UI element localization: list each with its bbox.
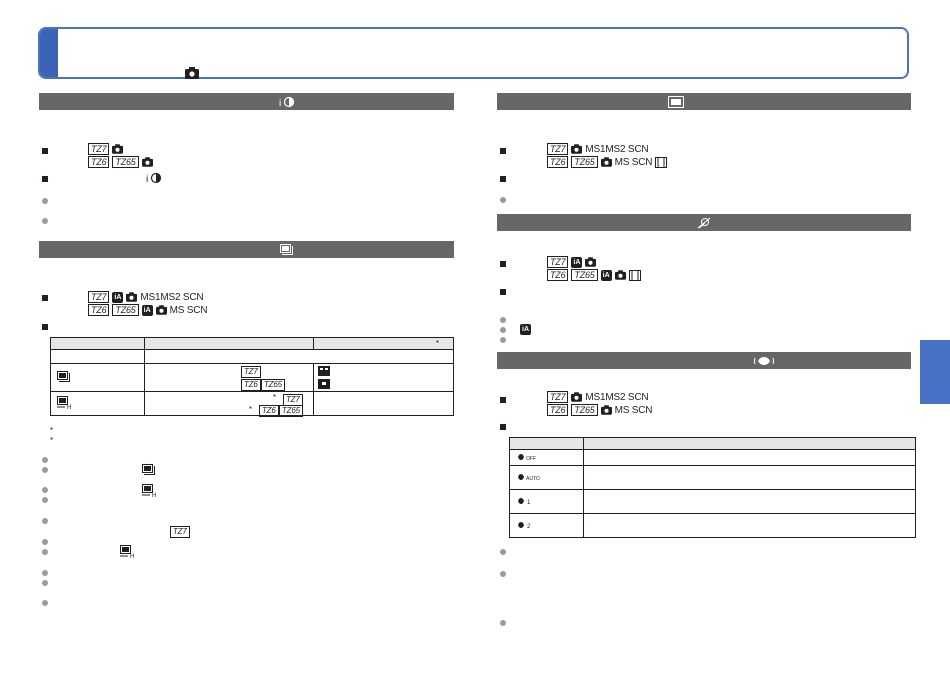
stabilizer-icon <box>754 355 774 367</box>
stabilizer-auto-icon: AUTO <box>516 472 540 482</box>
table-cell <box>145 392 314 416</box>
bullet-square <box>500 289 506 295</box>
stabilizer-table <box>509 437 916 538</box>
section-bar-burst <box>39 241 454 258</box>
model-tag: TZ65 <box>261 379 285 391</box>
bullet-square <box>500 424 506 430</box>
model-tag: TZ7 <box>283 394 303 406</box>
model-tag: TZ65 <box>279 405 303 417</box>
aspect-icon <box>668 96 684 108</box>
model-tag: TZ6 <box>547 404 568 416</box>
camera-icon <box>571 144 582 154</box>
burst-hispeed-icon <box>120 545 136 558</box>
bullet-dot <box>42 467 48 473</box>
bullet-dot <box>500 197 506 203</box>
mode-line-4 <box>88 304 207 316</box>
model-tag: TZ6 <box>241 379 261 391</box>
footnote-mark: * <box>50 436 54 445</box>
bullet-dot <box>500 549 506 555</box>
model-tag: TZ7 <box>88 291 109 303</box>
burst-hispeed-icon <box>57 396 73 409</box>
ia-icon: iA <box>573 258 581 266</box>
svg-text:H: H <box>130 554 135 558</box>
camera-icon <box>142 157 153 167</box>
model-tag: TZ7 <box>241 366 261 378</box>
model-tag: TZ6 <box>547 269 568 281</box>
model-tag: TZ6 <box>88 304 109 316</box>
mode-line-10 <box>547 404 652 416</box>
table-cell <box>584 490 916 514</box>
i-dynamic-icon <box>279 96 295 108</box>
section-bar-aspect <box>497 93 911 110</box>
bullet-dot <box>500 327 506 333</box>
ia-icon: iA <box>602 271 610 279</box>
asterisk: * <box>273 393 277 402</box>
mode-labels: MS1MS2 SCN <box>585 391 649 403</box>
stabilizer-mode1-icon: 1 <box>516 496 530 506</box>
table-header-cell <box>51 338 145 350</box>
bullet-square <box>500 397 506 403</box>
section-bar-stabilizer <box>497 352 911 369</box>
camera-icon <box>112 144 123 154</box>
svg-text:H: H <box>152 493 157 497</box>
chapter-tab <box>920 340 950 404</box>
mode-labels: MS SCN <box>169 304 208 316</box>
model-tag: TZ7 <box>547 256 568 268</box>
mode-labels: MS SCN <box>614 404 653 416</box>
footnote-mark: * <box>50 426 54 435</box>
svg-text:i: i <box>278 97 281 108</box>
burst-table <box>50 337 454 416</box>
model-tag: TZ65 <box>112 304 138 316</box>
camera-icon <box>571 392 582 402</box>
camera-icon <box>601 157 612 167</box>
burst-hispeed-icon <box>142 484 158 497</box>
table-header-cell <box>145 338 314 350</box>
table-cell <box>584 450 916 466</box>
stabilizer-off-icon: OFF <box>516 452 536 462</box>
table-cell <box>510 490 584 514</box>
page-header <box>38 27 909 79</box>
mode-line-1 <box>88 143 123 155</box>
table-cell <box>51 392 145 416</box>
stabilizer-mode2-icon: 2 <box>516 520 530 530</box>
ia-icon: iA <box>114 293 122 301</box>
bullet-dot <box>500 317 506 323</box>
bullet-dot <box>500 337 506 343</box>
model-tag: TZ65 <box>112 156 138 168</box>
table-cell <box>510 514 584 538</box>
model-tag: TZ65 <box>571 156 597 168</box>
mode-line-6 <box>547 156 667 168</box>
table-cell <box>51 350 145 364</box>
table-header-cell <box>510 438 584 450</box>
camera-icon <box>126 292 137 302</box>
asterisk: * <box>249 405 253 414</box>
table-cell <box>510 466 584 490</box>
camera-icon <box>185 67 199 79</box>
model-tag: TZ7 <box>547 391 568 403</box>
mode-line-5 <box>547 143 648 155</box>
bullet-square <box>500 176 506 182</box>
table-cell <box>584 466 916 490</box>
movie-icon <box>629 270 641 281</box>
bullet-dot <box>42 487 48 493</box>
bullet-square <box>42 176 48 182</box>
camera-icon <box>585 257 596 267</box>
burst-icon <box>142 464 156 476</box>
camera-icon <box>601 405 612 415</box>
bullet-dot <box>42 600 48 606</box>
bullet-dot <box>42 580 48 586</box>
svg-text:H: H <box>67 405 72 409</box>
bullet-dot <box>42 539 48 545</box>
camera-icon <box>156 305 167 315</box>
model-tag: TZ7 <box>88 143 109 155</box>
table-cell <box>584 514 916 538</box>
bullet-dot <box>42 549 48 555</box>
bullet-square <box>500 261 506 267</box>
mode-labels: MS SCN <box>614 156 653 168</box>
bullet-dot <box>500 620 506 626</box>
bullet-dot <box>500 571 506 577</box>
model-tag: TZ6 <box>88 156 109 168</box>
movie-icon <box>655 157 667 168</box>
bullet-square <box>42 148 48 154</box>
table-cell <box>51 364 145 392</box>
burst-icon <box>280 244 294 256</box>
table-cell <box>145 350 454 364</box>
header-tab <box>40 29 58 77</box>
mode-labels: MS1MS2 SCN <box>140 291 204 303</box>
bullet-dot <box>42 198 48 204</box>
section-bar-wind-cut <box>497 214 911 231</box>
bullet-dot <box>42 218 48 224</box>
table-cell <box>314 392 454 416</box>
section-bar-i-dynamic <box>39 93 454 110</box>
bullet-dot <box>42 518 48 524</box>
bullet-dot <box>42 570 48 576</box>
camera-icon <box>615 270 626 280</box>
mode-line-8 <box>547 269 641 281</box>
table-header-cell: * <box>314 338 454 350</box>
model-tag: TZ6 <box>547 156 568 168</box>
size-small-icon <box>318 379 330 389</box>
bullet-square <box>42 324 48 330</box>
table-cell <box>314 364 454 392</box>
mode-line-3 <box>88 291 203 303</box>
table-cell <box>145 364 314 392</box>
i-dynamic-icon <box>146 172 162 184</box>
svg-text:i: i <box>146 174 149 184</box>
size-large-icon <box>318 366 330 376</box>
model-tag: TZ6 <box>259 405 279 417</box>
table-header-cell <box>584 438 916 450</box>
burst-icon <box>57 371 71 383</box>
model-tag: TZ7 <box>170 526 190 538</box>
model-tag: TZ65 <box>571 269 597 281</box>
bullet-dot <box>42 497 48 503</box>
model-tag: TZ65 <box>571 404 597 416</box>
mode-line-9 <box>547 391 648 403</box>
mode-line-7 <box>547 256 596 268</box>
bullet-square <box>500 148 506 154</box>
mode-line-2 <box>88 156 153 168</box>
wind-cut-icon <box>697 217 711 229</box>
table-cell <box>510 450 584 466</box>
model-tag: TZ7 <box>547 143 568 155</box>
ia-icon: iA <box>143 306 151 314</box>
bullet-dot <box>42 457 48 463</box>
bullet-square <box>42 295 48 301</box>
ia-icon: iA <box>522 326 529 333</box>
mode-labels: MS1MS2 SCN <box>585 143 649 155</box>
